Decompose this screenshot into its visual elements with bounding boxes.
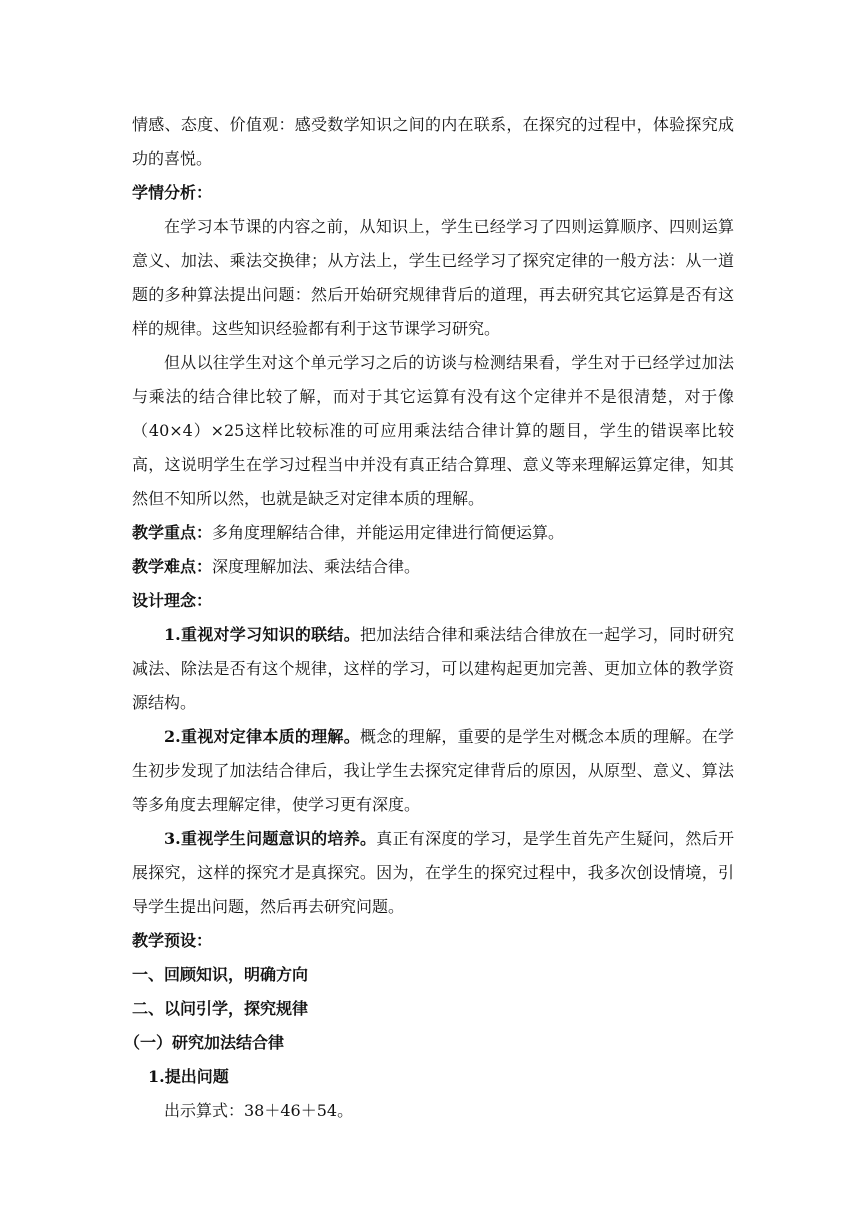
design-idea-3 — [132, 822, 734, 924]
design-idea-1 — [132, 618, 734, 720]
teaching-difficulty-text: 深度理解加法、乘法结合律。 — [212, 557, 421, 576]
part-heading-2: 二、以问引学，探究规律 — [132, 999, 309, 1018]
design-idea-3-title: 3.重视学生问题意识的培养。 — [164, 829, 377, 848]
student-analysis-paragraph-1: 在学习本节课的内容之前，从知识上，学生已经学习了四则运算顺序、四则运算意义、加法、乘法交换律；从方法上，学生已经学习了探究定律的一般方法：从一道题的多种算法提出问题：然后开始研究规律背后的道理，再去研究其它运算是否有这样的规律。这些知识经验都有利于这节课学习研究。 — [132, 217, 734, 338]
emotion-objective-paragraph: 情感、态度、价值观：感受数学知识之间的内在联系，在探究的过程中，体验探究成功的喜悦。 — [132, 115, 734, 168]
section-heading-teaching-plan: 教学预设： — [132, 931, 213, 950]
formula-paragraph: 出示算式：38＋46＋54。 — [164, 1101, 354, 1120]
section-heading-design-concept: 设计理念： — [132, 591, 213, 610]
step-heading-raise-question: 1.提出问题 — [148, 1067, 229, 1086]
student-analysis-paragraph-2: 但从以往学生对这个单元学习之后的访谈与检测结果看，学生对于已经学过加法与乘法的结合律比较了解，而对于其它运算有没有这个定律并不是很清楚，对于像（40×4）×25这样比较标准的可应用乘法结合律计算的题目，学生的错误率比较高，这说明学生在学习过程当中并没有真正结合算理、意义等来理解运算定律，知其然但不知所以然，也就是缺乏对定律本质的理解。 — [132, 353, 734, 508]
design-idea-1-title: 1.重视对学习知识的联结。 — [164, 625, 360, 644]
design-idea-1-text: 把加法结合律和乘法结合律放在一起学习，同时研究减法、除法是否有这个规律，这样的学习，可以建构起更加完善、更加立体的教学资源结构。 — [132, 625, 734, 712]
part-heading-1: 一、回顾知识，明确方向 — [132, 965, 309, 984]
subsection-heading-addition-associative: （一）研究加法结合律 — [124, 1033, 285, 1052]
design-idea-2-text: 概念的理解，重要的是学生对概念本质的理解。在学生初步发现了加法结合律后，我让学生去探究定律背后的原因，从原型、意义、算法等多角度去理解定律，使学习更有深度。 — [132, 727, 734, 814]
teaching-difficulty-label: 教学难点： — [132, 557, 213, 576]
design-idea-2 — [132, 720, 734, 822]
section-heading-student-analysis: 学情分析： — [132, 183, 213, 202]
teaching-difficulty-line — [132, 550, 734, 584]
teaching-focus-line — [132, 516, 734, 550]
design-idea-3-text: 真正有深度的学习，是学生首先产生疑问，然后开展探究，这样的探究才是真探究。因为，在学生的探究过程中，我多次创设情境，引导学生提出问题，然后再去研究问题。 — [132, 829, 734, 916]
design-idea-2-title: 2.重视对定律本质的理解。 — [164, 727, 360, 746]
teaching-focus-label: 教学重点： — [132, 523, 213, 542]
teaching-focus-text: 多角度理解结合律，并能运用定律进行简便运算。 — [212, 523, 565, 542]
